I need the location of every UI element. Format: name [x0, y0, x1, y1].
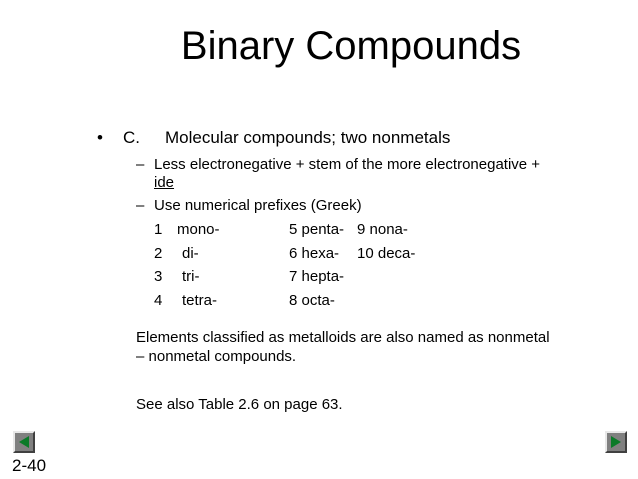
- bullet-letter: C.: [123, 128, 140, 147]
- triangle-right-icon: [609, 435, 623, 449]
- table-reference: See also Table 2.6 on page 63.: [136, 396, 343, 413]
- prefix-name: di-: [182, 245, 199, 262]
- prefix-name: tri-: [182, 268, 200, 285]
- main-bullet: [97, 128, 450, 148]
- prefix-name: 8 octa-: [289, 292, 335, 309]
- prefix-num: 3: [154, 268, 163, 285]
- dash: –: [136, 156, 145, 173]
- prefix-name: tetra-: [182, 292, 218, 309]
- prefix-name: mono-: [177, 221, 220, 238]
- slide-title: Binary Compounds: [180, 24, 522, 68]
- prefix-name: 9 nona-: [357, 221, 408, 238]
- metalloids-note: [136, 328, 550, 366]
- prefix-num: 4: [154, 292, 163, 309]
- slide-number: 2-40: [12, 456, 47, 475]
- sub-bullet-text-ide: ide: [154, 174, 175, 191]
- prefix-name: 10 deca-: [357, 245, 416, 262]
- sub-bullet-text: Less electronegative + stem of the more electronegative +: [154, 156, 541, 173]
- dash: –: [136, 197, 145, 214]
- next-slide-button[interactable]: [605, 431, 627, 453]
- bullet-symbol: •: [97, 128, 103, 147]
- sub-bullet-text: Use numerical prefixes (Greek): [154, 197, 362, 214]
- prefix-name: 5 penta-: [289, 221, 345, 238]
- prefix-name: 7 hepta-: [289, 268, 345, 285]
- bullet-text: Molecular compounds; two nonmetals: [165, 128, 451, 147]
- prefix-num: 2: [154, 245, 163, 262]
- previous-slide-button[interactable]: [13, 431, 35, 453]
- metalloids-note-line2: – nonmetal compounds.: [136, 348, 297, 365]
- metalloids-note-line1: Elements classified as metalloids are also named as nonmetal: [136, 329, 550, 346]
- prefix-name: 6 hexa-: [289, 245, 340, 262]
- prefix-num: 1: [154, 221, 163, 238]
- triangle-left-icon: [17, 435, 31, 449]
